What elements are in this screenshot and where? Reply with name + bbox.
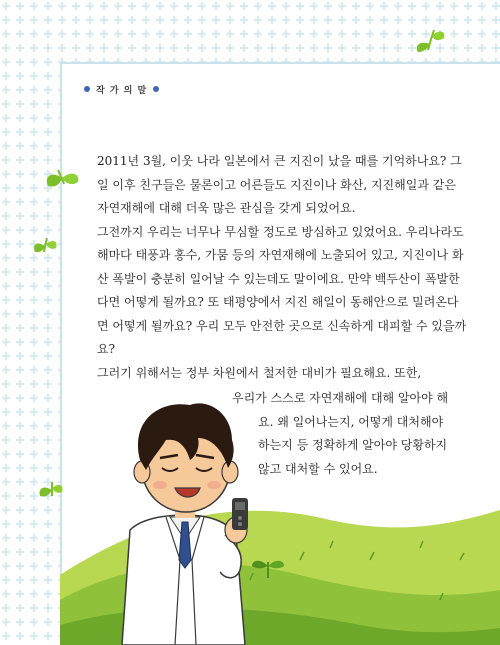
text-line: 우리가 스스로 자연재해에 대해 알아야 해 [232,391,449,405]
sprout-icon [40,482,63,497]
sprout-icon [47,170,79,187]
paragraph: 그전까지 우리는 너무나 무심할 정도로 방심하고 있었어요. 우리나라도 해마다 태풍과 홍수, 가뭄 등의 자연재해에 노출되어 있고, 지진이나 화산 폭발이 충분히 일어날 수 있는데도 말이에요. 만약 백두산이 폭발한다면 어떻게 될까요? 또 태평양에서 지진 해일이 동해안으로 밀려온다면 어떻게 될까요? 우리 모두 안전한 곳으로 신속하게 대피할 수 있을까요? [97,224,467,356]
section-title: 작 가 의 말 [96,85,148,96]
doctor-illustration [122,403,248,645]
sprout-icon [417,30,445,52]
paragraph: 2011년 3월, 이웃 나라 일본에서 큰 지진이 났을 때를 기억하나요? 그일 이후 친구들은 물론이고 어른들도 지진이나 화산, 지진해일과 같은 자연재해에 대해 더욱 많은 관심을 갖게 되었어요. [97,154,462,215]
paragraph: 그러기 위해서는 정부 차원에서 철저한 대비가 필요해요. 또한, [97,365,422,380]
text-line: 요. 왜 일어나는지, 어떻게 대처해야 [258,414,444,429]
text-line: 하는지 등 정확하게 알아야 당황하지 [258,438,448,452]
sprout-icon [34,238,56,252]
text-line: 않고 대처할 수 있어요. [258,461,378,476]
